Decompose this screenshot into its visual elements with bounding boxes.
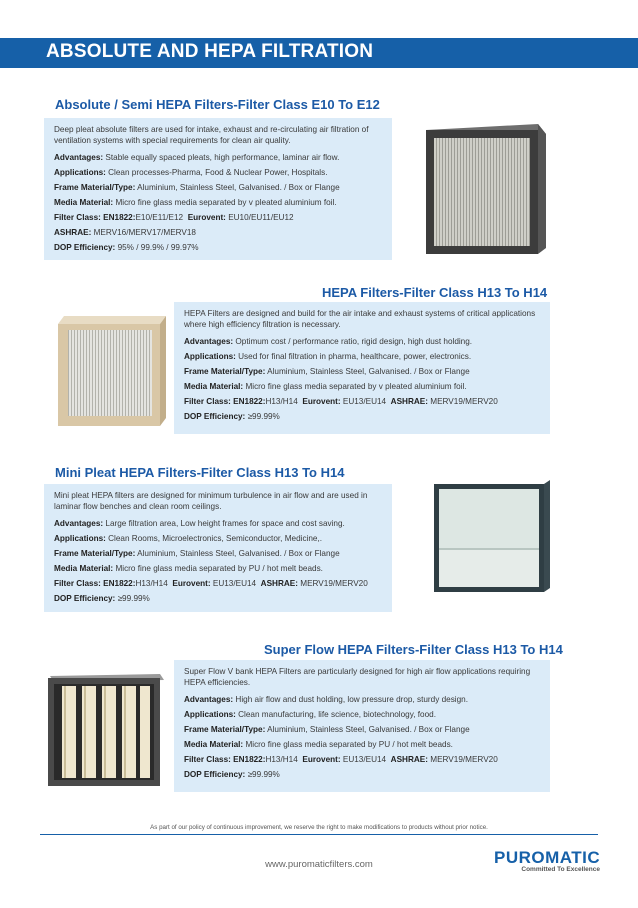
label: DOP Efficiency: — [54, 243, 116, 252]
value: Aluminium, Stainless Steel, Galvanised. / Box or Flange — [137, 183, 340, 192]
page-title: ABSOLUTE AND HEPA FILTRATION — [46, 41, 374, 62]
value: Clean Rooms, Microelectronics, Semiconductor, Medicine,. — [108, 534, 323, 543]
label: Applications: — [54, 534, 106, 543]
spec-line — [54, 180, 384, 195]
spec-line — [54, 531, 384, 546]
header-banner — [0, 38, 638, 68]
spec-panel-absolute — [44, 118, 392, 260]
value: MERV16/MERV17/MERV18 — [93, 228, 196, 237]
value: Clean manufacturing, life science, biotechnology, food. — [238, 710, 436, 719]
label: Applications: — [184, 352, 236, 361]
section-title-mini-pleat: Mini Pleat HEPA Filters-Filter Class H13 To H14 — [55, 465, 345, 480]
value: Micro fine glass media separated by v pleated aluminium foil. — [245, 382, 467, 391]
label: Advantages: — [184, 695, 234, 704]
label: Eurovent: — [172, 579, 211, 588]
label: Frame Material/Type: — [184, 725, 266, 734]
label: Advantages: — [54, 519, 104, 528]
value: Micro fine glass media separated by PU / hot melt beads. — [115, 564, 323, 573]
label: Media Material: — [184, 382, 244, 391]
label: Applications: — [54, 168, 106, 177]
label: ASHRAE: — [54, 228, 92, 237]
value: E10/E11/E12 — [135, 213, 184, 222]
label: Filter Class: EN1822: — [54, 213, 136, 222]
section-title-hepa: HEPA Filters-Filter Class H13 To H14 — [322, 285, 548, 300]
spec-line — [54, 546, 384, 561]
value: Aluminium, Stainless Steel, Galvanised. / Box or Flange — [267, 367, 470, 376]
label: Frame Material/Type: — [54, 183, 136, 192]
hepa-filter-image — [50, 312, 172, 430]
website-link[interactable]: www.puromaticfilters.com — [265, 859, 373, 870]
label: ASHRAE: — [390, 397, 428, 406]
label: ASHRAE: — [390, 755, 428, 764]
value: H13/H14 — [265, 397, 298, 406]
spec-line — [184, 692, 542, 707]
logo-tagline: Committed To Excellence — [521, 866, 600, 873]
spec-line — [54, 576, 384, 591]
label: Advantages: — [184, 337, 234, 346]
label: Media Material: — [184, 740, 244, 749]
spec-line — [184, 737, 542, 752]
spec-line — [54, 240, 384, 255]
value: Aluminium, Stainless Steel, Galvanised. / Box or Flange — [137, 549, 340, 558]
brand-logo — [494, 848, 604, 873]
label: ASHRAE: — [260, 579, 298, 588]
value: EU13/EU14 — [342, 397, 387, 406]
label: Filter Class: EN1822: — [184, 755, 266, 764]
value: Micro fine glass media separated by v pleated aluminium foil. — [115, 198, 337, 207]
spec-line — [54, 516, 384, 531]
label: Eurovent: — [302, 755, 341, 764]
label: Filter Class: EN1822: — [54, 579, 136, 588]
value: Aluminium, Stainless Steel, Galvanised. / Box or Flange — [267, 725, 470, 734]
spec-line — [184, 707, 542, 722]
value: Used for final filtration in pharma, healthcare, power, electronics. — [238, 352, 472, 361]
label: Filter Class: EN1822: — [184, 397, 266, 406]
absolute-filter-image — [418, 120, 548, 260]
label: DOP Efficiency: — [184, 770, 246, 779]
spec-line — [184, 767, 542, 782]
value: H13/H14 — [265, 755, 298, 764]
description: Mini pleat HEPA filters are designed for minimum turbulence in air flow and are used in laminar flow benches and clean room ceilings. — [54, 491, 368, 511]
value: Large filtration area, Low height frames for space and cost saving. — [105, 519, 345, 528]
super-flow-filter-image — [40, 670, 172, 790]
description: Super Flow V bank HEPA Filters are particularly designed for high air flow applications requiring HEPA efficiencies. — [184, 667, 531, 687]
spec-line — [54, 225, 384, 240]
spec-line — [184, 364, 542, 379]
spec-line — [184, 349, 542, 364]
spec-panel-super-flow — [174, 660, 550, 792]
description: Deep pleat absolute filters are used for intake, exhaust and re-circulating air filtration of ventilation systems with special requirements for clean air quality. — [54, 125, 369, 145]
description: HEPA Filters are designed and build for the air intake and exhaust systems of critical applications where high efficiency filtration is necessary. — [184, 309, 536, 329]
spec-line — [54, 165, 384, 180]
section-title-super-flow: Super Flow HEPA Filters-Filter Class H13 To H14 — [264, 642, 563, 657]
value: EU13/EU14 — [212, 579, 257, 588]
value: EU13/EU14 — [342, 755, 387, 764]
value: ≥99.99% — [247, 412, 280, 421]
value: High air flow and dust holding, low pressure drop, sturdy design. — [235, 695, 468, 704]
value: MERV19/MERV20 — [300, 579, 368, 588]
value: EU10/EU11/EU12 — [228, 213, 294, 222]
label: Advantages: — [54, 153, 104, 162]
spec-line — [54, 150, 384, 165]
label: Eurovent: — [187, 213, 226, 222]
spec-line — [184, 379, 542, 394]
spec-line — [184, 334, 542, 349]
label: Eurovent: — [302, 397, 341, 406]
section-title-absolute: Absolute / Semi HEPA Filters-Filter Class E10 To E12 — [55, 97, 380, 112]
spec-line — [54, 210, 384, 225]
value: MERV19/MERV20 — [430, 755, 498, 764]
value: MERV19/MERV20 — [430, 397, 498, 406]
logo-wordmark: PUROMATIC — [494, 848, 601, 867]
label: DOP Efficiency: — [184, 412, 246, 421]
value: Optimum cost / performance ratio, rigid design, high dust holding. — [235, 337, 473, 346]
spec-line — [184, 722, 542, 737]
disclaimer-note: As part of our policy of continuous improvement, we reserve the right to make modifications to products without prior notice. — [150, 824, 488, 831]
spec-panel-hepa — [174, 302, 550, 434]
value: Micro fine glass media separated by PU / hot melt beads. — [245, 740, 453, 749]
label: Frame Material/Type: — [54, 549, 136, 558]
spec-line — [54, 195, 384, 210]
label: Frame Material/Type: — [184, 367, 266, 376]
value: 95% / 99.9% / 99.97% — [117, 243, 199, 252]
value: Clean processes-Pharma, Food & Nuclear Power, Hospitals. — [108, 168, 328, 177]
value: H13/H14 — [135, 579, 168, 588]
spec-line — [184, 752, 542, 767]
label: Media Material: — [54, 198, 114, 207]
value: ≥99.99% — [117, 594, 150, 603]
spec-panel-mini-pleat — [44, 484, 392, 612]
label: DOP Efficiency: — [54, 594, 116, 603]
value: Stable equally spaced pleats, high performance, laminar air flow. — [105, 153, 340, 162]
spec-line — [54, 561, 384, 576]
label: Applications: — [184, 710, 236, 719]
footer-divider — [40, 834, 598, 835]
value: ≥99.99% — [247, 770, 280, 779]
spec-line — [184, 409, 542, 424]
mini-pleat-filter-image — [428, 478, 552, 596]
spec-line — [54, 591, 384, 606]
label: Media Material: — [54, 564, 114, 573]
spec-line — [184, 394, 542, 409]
